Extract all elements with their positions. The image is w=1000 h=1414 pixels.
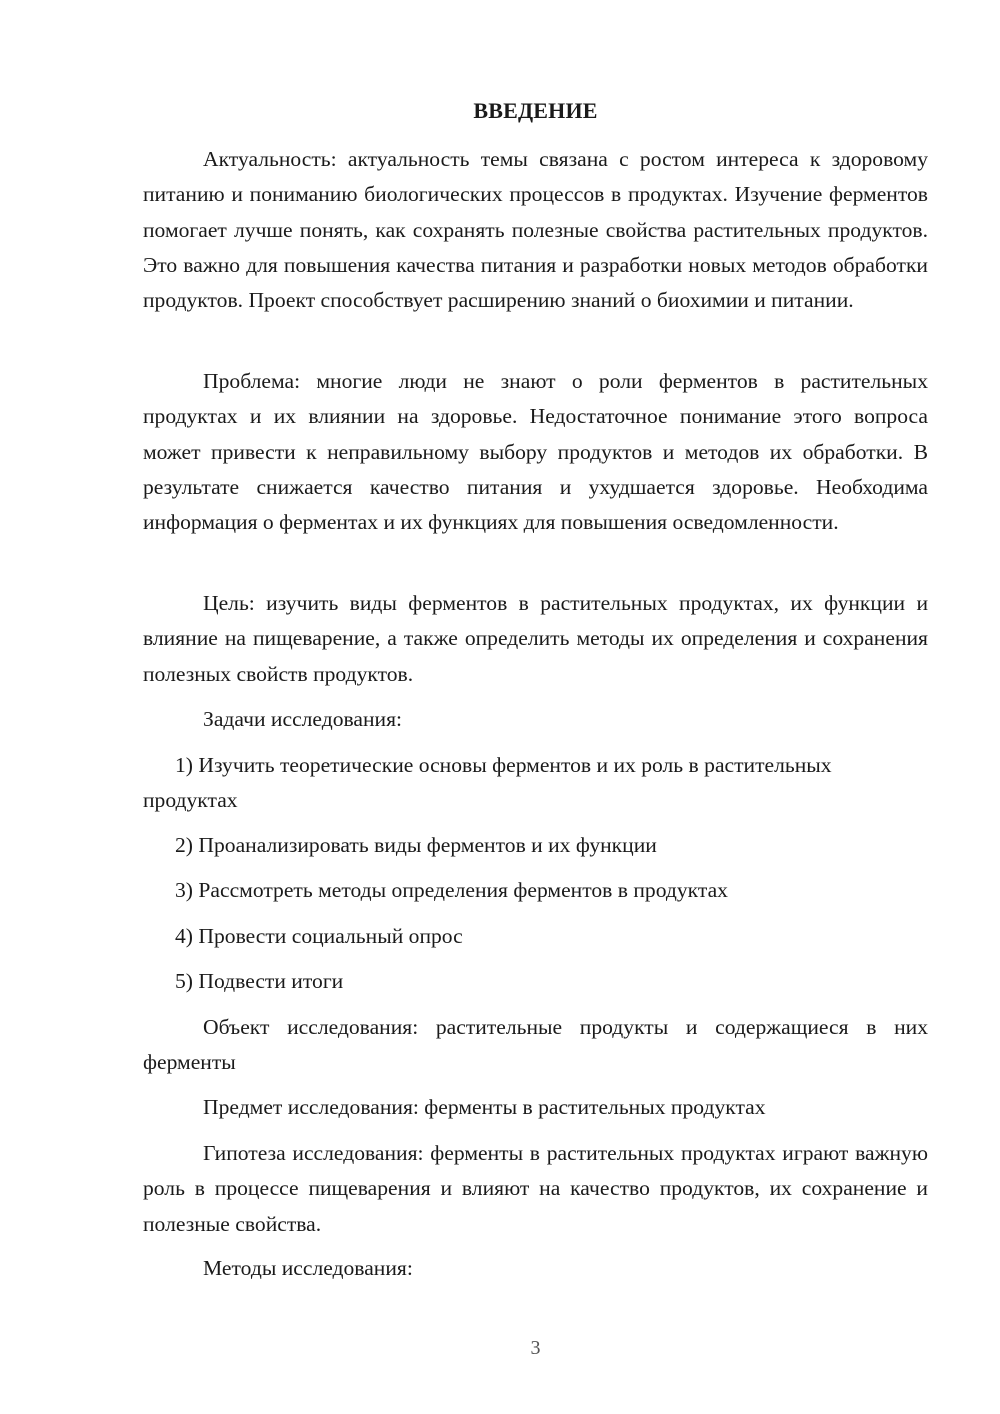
paragraph-subject: Предмет исследования: ферменты в растительных продуктах	[203, 1095, 766, 1119]
list-item: 1) Изучить теоретические основы ферментов и их роль в растительных продуктах	[143, 753, 832, 813]
paragraph-hypothesis: Гипотеза исследования: ферменты в растительных продуктах играют важную роль в процессе пищеварения и влияют на качество продуктов, их сохранение и полезные свойства.	[143, 1141, 928, 1236]
list-item: 3) Рассмотреть методы определения ферментов в продуктах	[175, 878, 728, 902]
list-item: 4) Провести социальный опрос	[175, 924, 463, 948]
methods-heading: Методы исследования:	[203, 1256, 413, 1280]
paragraph-relevance: Актуальность: актуальность темы связана с ростом интереса к здоровому питанию и пониманию биологических процессов в продуктах. Изучение ферментов помогает лучше понять, как сохранять полезные свойства растительных продуктов. Это важно для повышения качества питания и разработки новых методов обработки продуктов. Проект способствует расширению знаний о биохимии и питании.	[143, 147, 928, 313]
document-page	[143, 0, 928, 1414]
tasks-heading: Задачи исследования:	[203, 707, 403, 731]
paragraph-goal: Цель: изучить виды ферментов в растительных продуктах, их функции и влияние на пищеварение, а также определить методы их определения и сохранения полезных свойств продуктов.	[143, 591, 928, 686]
list-item: 2) Проанализировать виды ферментов и их функции	[175, 833, 657, 857]
paragraph-object: Объект исследования: растительные продукты и содержащиеся в них ферменты	[143, 1015, 928, 1075]
paragraph-problem: Проблема: многие люди не знают о роли ферментов в растительных продуктах и их влиянии на здоровье. Недостаточное понимание этого вопроса может привести к неправильному выбору продуктов и методов их обработки. В результате снижается качество питания и ухудшается здоровье. Необходима информация о ферментах и их функциях для повышения осведомленности.	[143, 369, 928, 535]
page-title: ВВЕДЕНИЕ	[473, 98, 598, 123]
page-number: 3	[530, 1337, 541, 1359]
list-item: 5) Подвести итоги	[175, 969, 344, 993]
